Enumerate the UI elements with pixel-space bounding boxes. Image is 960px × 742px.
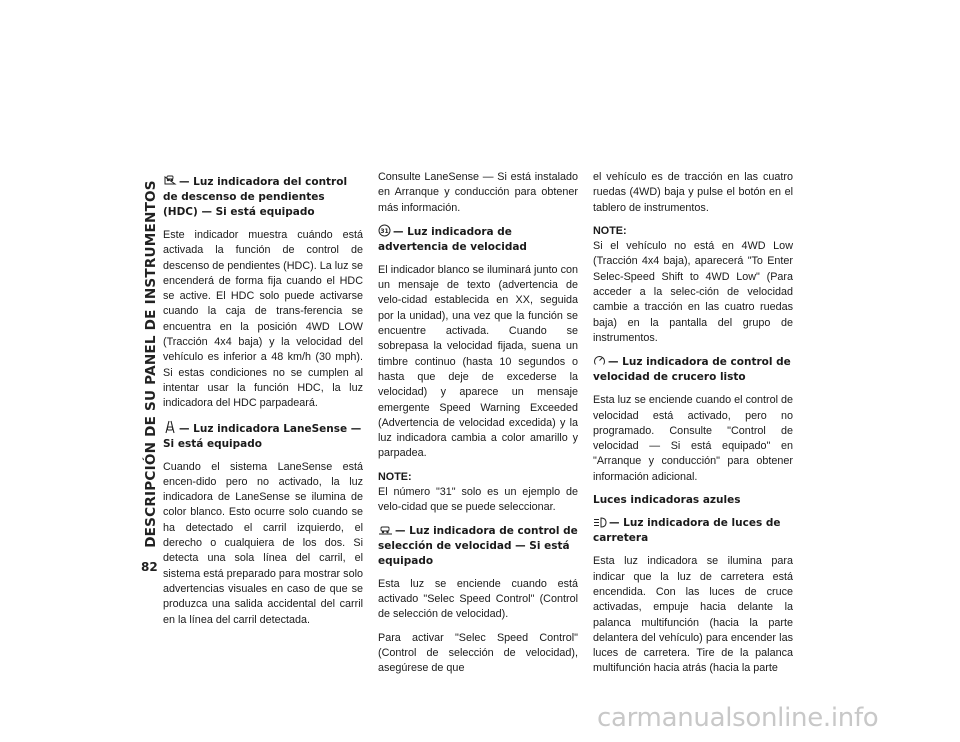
svg-text:31: 31 xyxy=(380,227,389,235)
selec-note xyxy=(593,224,793,346)
high-beam-icon xyxy=(593,517,607,528)
selec-speed-icon xyxy=(378,524,393,536)
selec-note-body: Si el vehículo no está en 4WD Low (Tracción 4x4 baja), aparecerá "To Enter Selec-Speed Shift to 4WD Low" (Para acceder a la selec-ción de velocidad cambie a tracción en las cuatro ruedas baja) en la pantalla del grupo de instrumentos. xyxy=(593,240,793,344)
column-2 xyxy=(378,170,578,684)
lanesense-heading xyxy=(163,420,363,452)
hdc-heading xyxy=(163,174,363,220)
speed-note-label: NOTE: xyxy=(378,470,412,483)
hdc-body: Este indicador muestra cuándo está activada la función de control de descenso de pendientes (HDC). La luz se encenderá de forma fija cuando el HDC se active. El HDC solo puede activarse cuando la caja de trans-ferencia se encuentra en la posición 4WD LOW (Tracción 4x4 baja) y la velocidad del vehículo es inferior a 48 km/h (30 mph). Si estas condiciones no se cumplen al intentar usar la función HDC, la luz indicadora del HDC parpadeará. xyxy=(163,229,363,410)
selec-speed-body-1: Esta luz se enciende cuando está activado "Selec Speed Control" (Control de selección de velocidad). xyxy=(378,577,578,621)
chapter-side-title xyxy=(139,172,163,555)
hdc-heading-text: — Luz indicadora del control de descenso de pendientes (HDC) — Si está equipado xyxy=(163,176,348,218)
lanesense-body: Cuando el sistema LaneSense está encen-dido pero no activado, la luz indicadora de LaneSense se ilumina de color blanco. Esto ocurre solo cuando se ha detectado el carril izquierdo, el derecho o cualquiera de los dos. Si detecta una sola línea del carril, el sistema está preparado para mostrar solo advertencias visuales en caso de que se produzca una salida accidental del carril en la línea del carril detectada. xyxy=(163,460,363,626)
selec-speed-body-2: Para activar "Selec Speed Control" (Control de selección de velocidad), asegúrese de que xyxy=(378,631,578,675)
selec-speed-heading xyxy=(378,524,578,569)
lanesense-icon xyxy=(163,420,177,434)
watermark: carmanualsonline.info xyxy=(597,703,879,733)
chapter-side-title-text: DESCRIPCIÓN DE SU PANEL DE INSTRUMENTOS xyxy=(143,179,159,548)
hill-descent-icon xyxy=(163,174,177,187)
column-3 xyxy=(593,170,793,685)
page-number: 82 xyxy=(141,560,158,574)
high-beam-heading xyxy=(593,516,793,546)
high-beam-heading-text: — Luz indicadora de luces de carretera xyxy=(593,517,781,545)
selec-speed-continued: el vehículo es de tracción en las cuatro ruedas (4WD) baja y pulse el botón en el tablero de instrumentos. xyxy=(593,171,793,214)
high-beam-body: Esta luz indicadora se ilumina para indicar que la luz de carretera está encendida. Con las luces de cruce activadas, empuje hacia delante la palanca multifunción (hacia la parte delantera del vehículo) para encender las luces de carretera. Tire de la palanca multifunción hacia atrás (hacia la parte xyxy=(593,555,793,675)
speed-warning-heading xyxy=(378,224,578,255)
speed-warning-body: El indicador blanco se iluminará junto con un mensaje de texto (advertencia de velo-cidad establecida en XX, seguida por la unidad), una vez que la función se encuentre activada. Cuando se sobrepasa la velocidad fijada, suena un timbre continuo (hasta 10 segundos o hasta que deje de excederse la velocidad) y aparece un mensaje emergente Speed Warning Exceeded (Advertencia de velocidad excedida) y la luz indicadora cambia a color amarillo y parpadea. xyxy=(378,263,578,460)
selec-speed-heading-text: — Luz indicadora de control de selección de velocidad — Si está equipado xyxy=(378,524,578,567)
speed-note-body: El número "31" solo es un ejemplo de velo-cidad que se puede seleccionar. xyxy=(378,486,578,514)
lanesense-heading-text: — Luz indicadora LaneSense — Si está equipado xyxy=(163,422,362,450)
column-1 xyxy=(163,170,363,636)
cruise-control-icon xyxy=(593,354,606,367)
lanesense-continued: Consulte LaneSense — Si está instalado en Arranque y conducción para obtener más información. xyxy=(378,171,578,214)
cruise-ready-heading-text: — Luz indicadora de control de velocidad de crucero listo xyxy=(593,356,791,384)
blue-indicators-heading: Luces indicadoras azules xyxy=(593,494,741,507)
selec-note-label: NOTE: xyxy=(593,224,627,237)
cruise-ready-body: Esta luz se enciende cuando el control de velocidad está activado, pero no programado. Consulte "Control de velocidad — Si está equipado" en "Arranque y conducción" para obtener información adicional. xyxy=(593,394,793,483)
cruise-ready-heading xyxy=(593,354,793,385)
speed-warning-heading-text: — Luz indicadora de advertencia de velocidad xyxy=(378,225,527,253)
speed-note xyxy=(378,470,578,516)
speed-warning-icon xyxy=(378,224,391,237)
